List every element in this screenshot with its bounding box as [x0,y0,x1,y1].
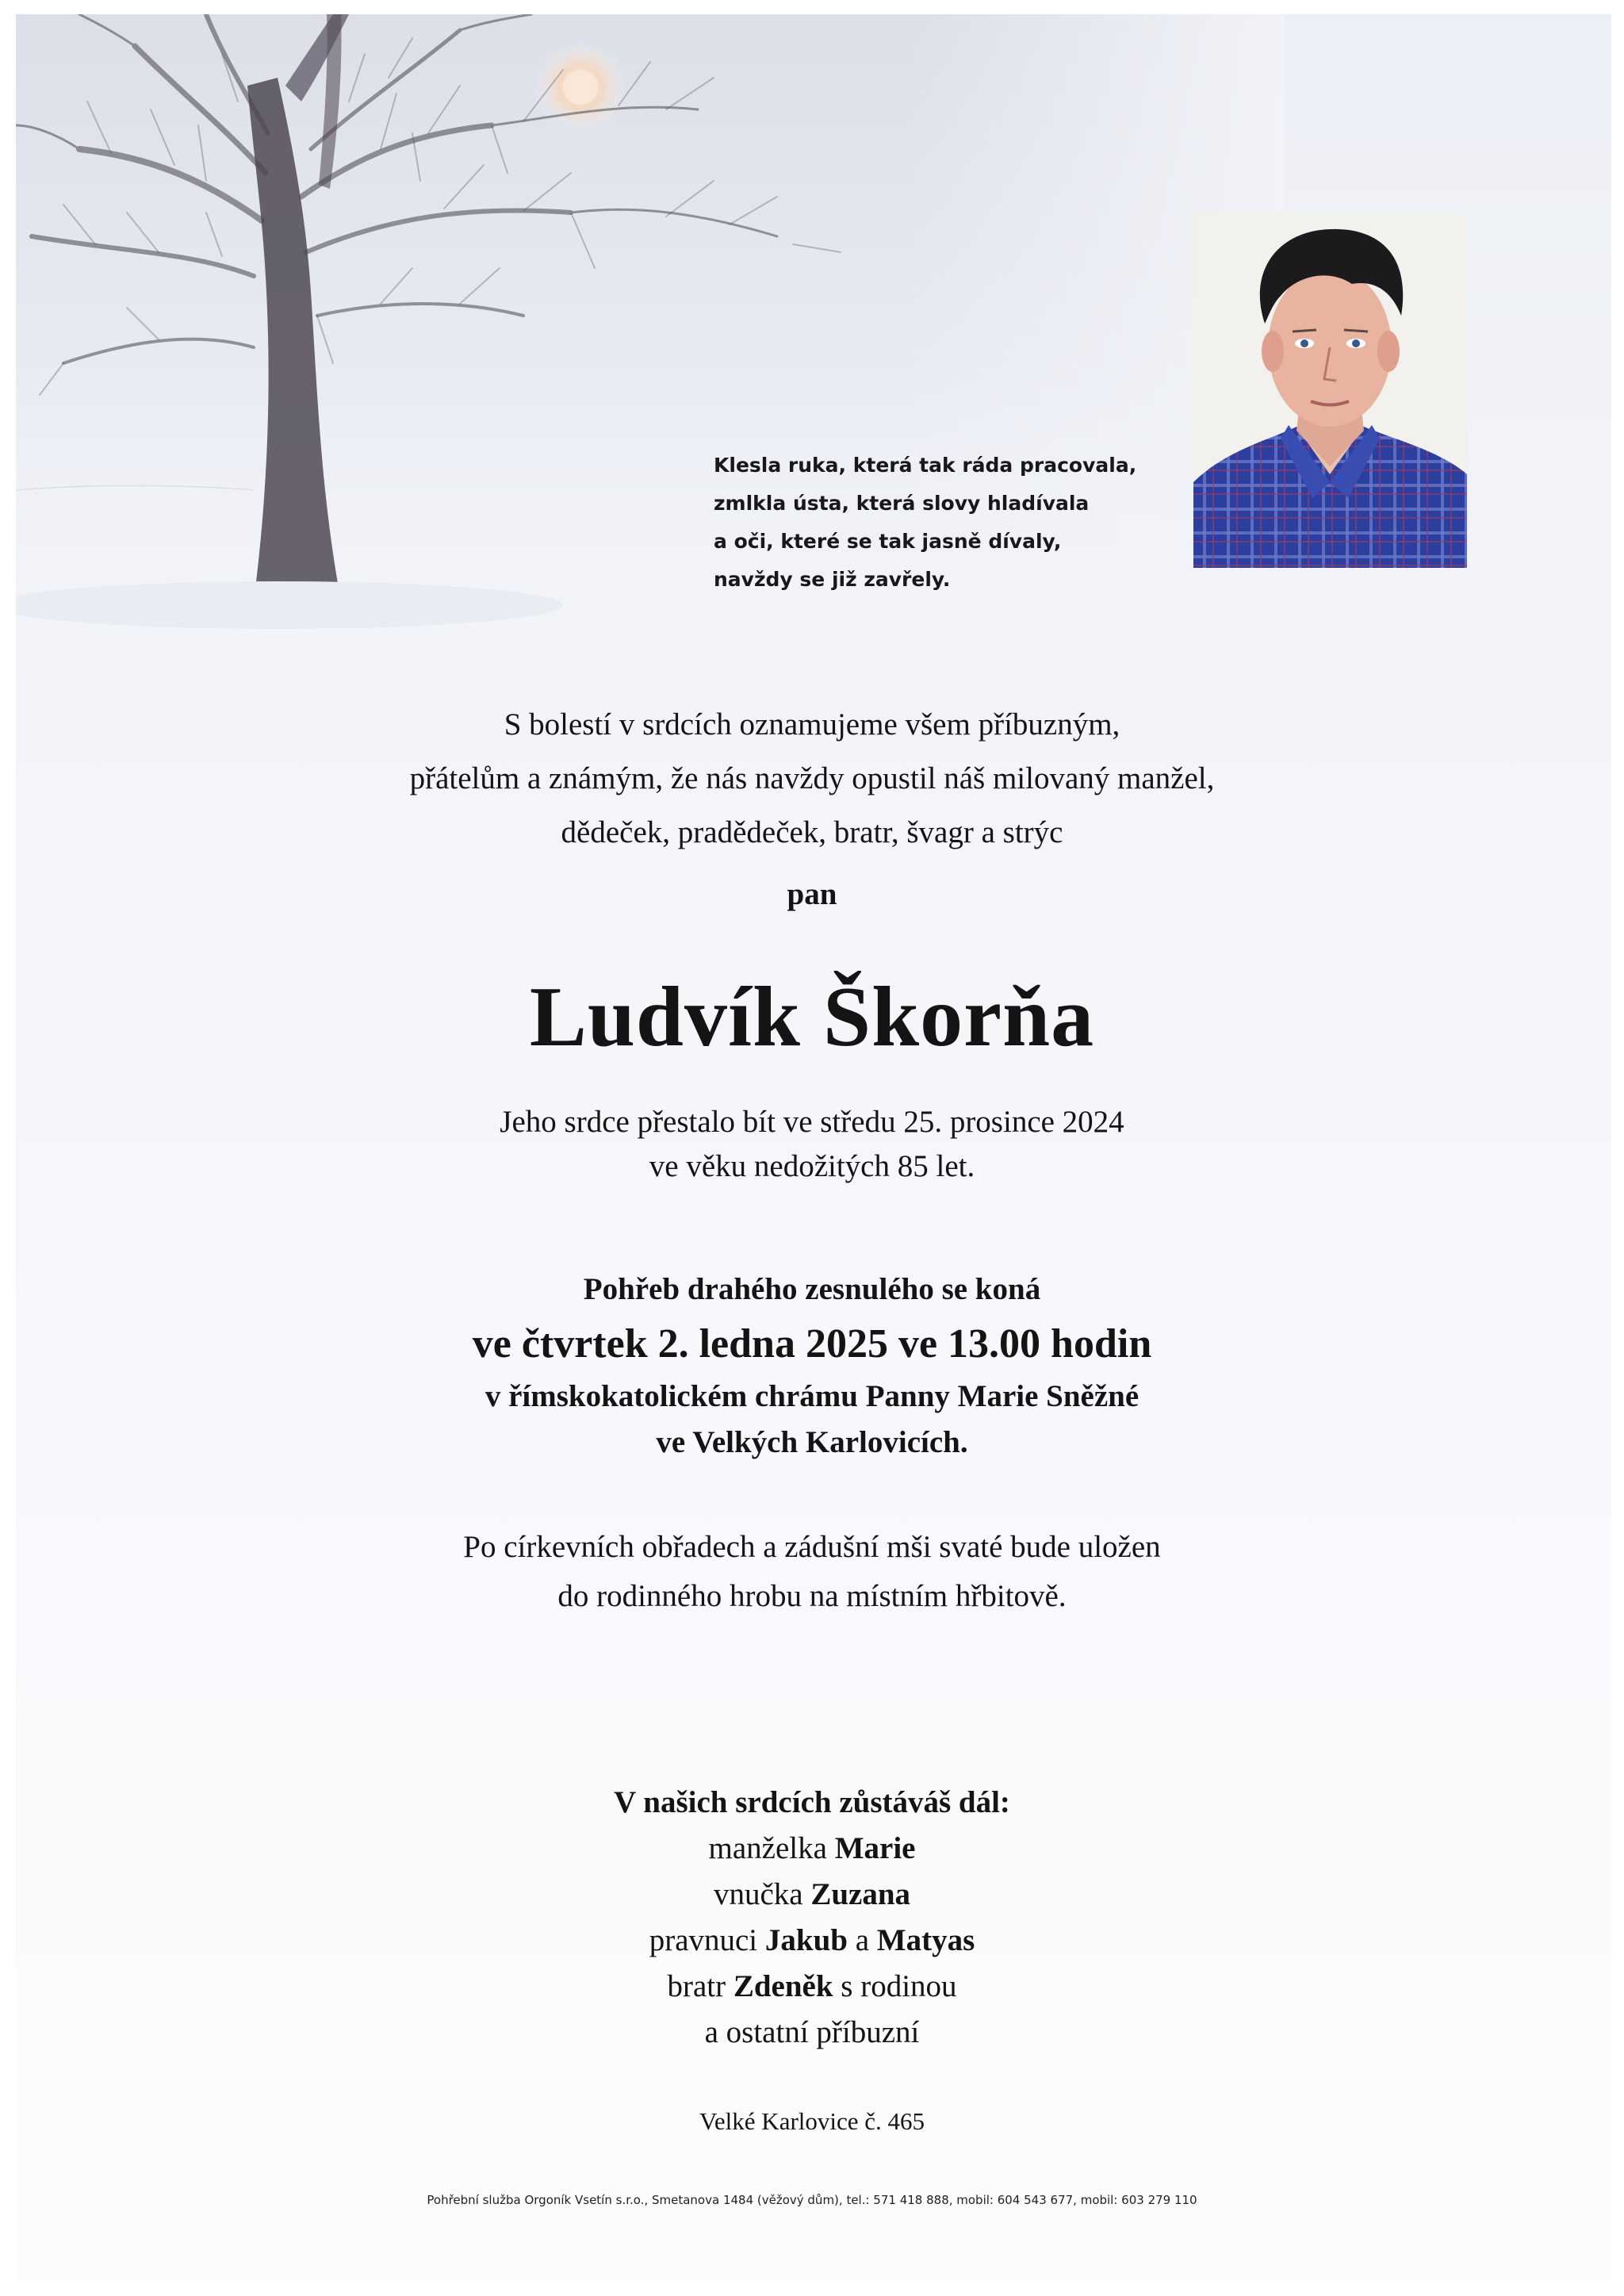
funeral-location [0,1374,1624,1466]
mourner-name: Marie [834,1831,916,1865]
funeral-location-line: ve Velkých Karlovicích. [656,1425,968,1459]
mourner-role: vnučka [713,1877,803,1911]
honorific: pan [787,877,837,911]
burial-line: do rodinného hrobu na místním hřbitově. [557,1579,1067,1613]
mourner-name: Zuzana [810,1877,911,1911]
winter-tree-scene [16,14,1285,728]
poem-line: Klesla ruka, která tak ráda pracovala, [714,454,1137,477]
mourner-conjunction: a [855,1923,870,1957]
poem-line: zmlkla ústa, která slovy hladívala [714,492,1090,515]
funeral-datetime: ve čtvrtek 2. ledna 2025 ve 13.00 hodin [472,1321,1152,1366]
mourner-suffix: s rodinou [841,1969,957,2003]
mourner-name: Zdeněk [733,1969,833,2003]
mourner-wife [0,1826,1624,1872]
intro-line: přátelům a známým, že nás navždy opustil náš milovaný manžel, [409,761,1215,795]
mourner-role: manželka [708,1831,827,1865]
intro-line: dědeček, pradědeček, bratr, švagr a strýc [561,815,1063,849]
mourner-role: bratr [667,1969,726,2003]
announcement-intro [0,698,1624,860]
burial-line: Po církevních obřadech a zádušní mši svaté bude uložen [463,1530,1161,1564]
intro-line: S bolestí v srdcích oznamujeme všem příbuzným, [504,707,1120,742]
funeral-location-line: v římskokatolickém chrámu Panny Marie Sněžné [485,1379,1139,1413]
address: Velké Karlovice č. 465 [699,2107,925,2135]
death-line: ve věku nedožitých 85 let. [649,1149,975,1183]
burial-info [0,1523,1624,1621]
deceased-name: Ludvík Škorňa [529,970,1095,1064]
mourner-great-grandchildren [0,1918,1624,1964]
death-line: Jeho srdce přestalo bít ve středu 25. prosince 2024 [500,1105,1124,1139]
mourners-heading: V našich srdcích zůstáváš dál: [614,1785,1010,1819]
funeral-service-footer: Pohřební služba Orgoník Vsetín s.r.o., Smetanova 1484 (věžový dům), tel.: 571 418 888, mobil: 604 543 677, mobil: 603 279 110 [427,2193,1197,2207]
funeral-heading: Pohřeb drahého zesnulého se koná [583,1272,1041,1306]
poem-line: navždy se již zavřely. [714,568,951,591]
mourner-others: a ostatní příbuzní [704,2015,920,2049]
death-info [0,1100,1624,1189]
poem-line: a oči, které se tak jasně dívaly, [714,530,1062,553]
poem [714,447,1158,599]
mourner-name: Jakub [764,1923,848,1957]
mourner-granddaughter [0,1872,1624,1918]
mourner-role: pravnuci [649,1923,758,1957]
mourner-name: Matyas [876,1923,975,1957]
mourners-list [0,1826,1624,2056]
portrait-photo [1193,213,1467,568]
mourner-brother [0,1964,1624,2010]
